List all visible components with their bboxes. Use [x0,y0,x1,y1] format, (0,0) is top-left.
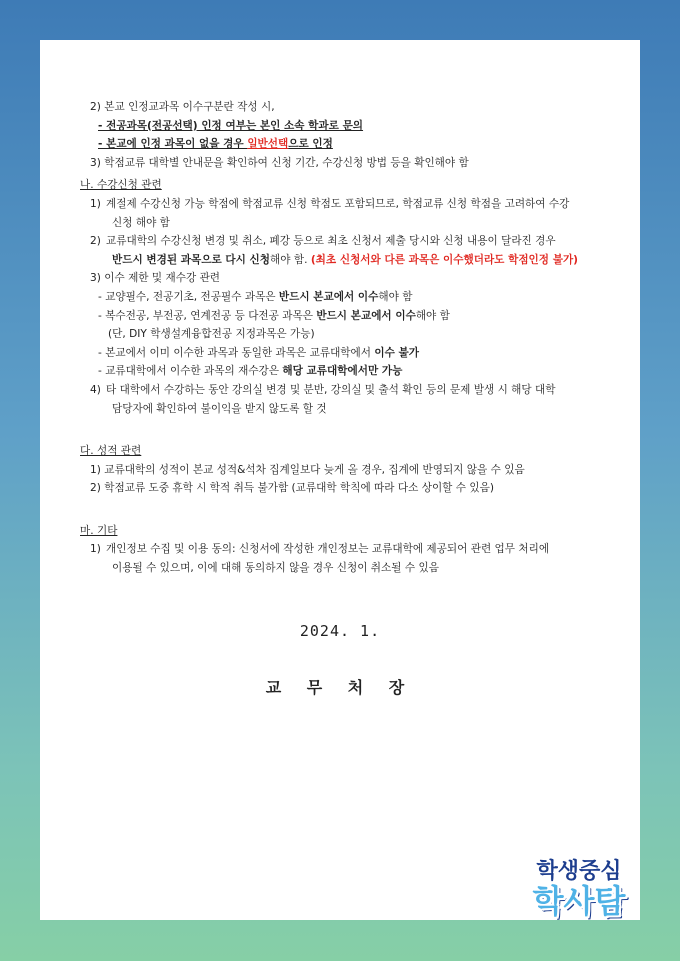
b3-d: - 교류대학에서 이수한 과목의 재수강은 해당 교류대학에서만 가능 [98,365,403,378]
b4-text: 타 대학에서 수강하는 동안 강의실 변경 및 분반, 강의실 및 출석 확인 등의 문제 발생 시 해당 대학 [106,383,556,396]
b2-text: 교류대학의 수강신청 변경 및 취소, 폐강 등으로 최초 신청서 제출 당시와 신청 내용이 달라진 경우 [106,235,556,248]
b-item-4 [90,381,605,418]
b-item-1 [90,195,605,232]
c-item-1: 1) 교류대학의 성적이 본교 성적&석차 집계일보다 늦게 올 경우, 집계에 반영되지 않을 수 있음 [90,463,525,476]
item-2-b-red: 일반선택 [247,138,289,151]
document-date: 2024. 1. [299,622,381,640]
item-2-a: - 전공과목(전공선택) 인정 여부는 본인 소속 학과로 문의 [98,119,364,132]
logo-line-1: 학생중심 [536,859,622,884]
b4-num: 4) [90,383,101,396]
b2-bold: 반드시 변경된 과목으로 다시 신청 [112,253,271,266]
b4-cont: 담당자에 확인하여 불이익을 받지 않도록 할 것 [112,402,327,415]
d1-text: 개인정보 수집 및 이용 동의: 신청서에 작성한 개인정보는 교류대학에 제공되어 관련 업무 처리에 [106,543,550,556]
brand-logo [524,859,634,920]
b2-red: (최초 신청서와 다른 과목은 이수했더라도 학점인정 불가) [310,253,579,266]
d-item-1 [90,540,605,577]
document-signer: 교 무 처 장 [265,678,415,697]
section-heading-b: 나. 수강신청 관련 [80,179,162,192]
b1-num: 1) [90,197,101,210]
item-2-b-pre: - 본교에 인정 과목이 없을 경우 [98,138,248,151]
b3-b: - 복수전공, 부전공, 연계전공 등 다전공 과목은 반드시 본교에서 이수해야 함 [98,309,450,322]
b-item-3: 3) 이수 제한 및 재수강 관련 [90,272,221,285]
b2-num: 2) [90,235,101,248]
document-body [80,98,605,578]
b-item-2 [90,232,605,269]
b3-b-note: (단, DIY 학생설계융합전공 지정과목은 가능) [108,328,315,341]
d1-num: 1) [90,543,101,556]
section-heading-d: 마. 기타 [80,524,118,537]
item-2-b-post: 으로 인정 [288,138,333,151]
b1-cont: 신청 해야 함 [112,216,170,229]
section-heading-c: 다. 성적 관련 [80,445,142,458]
c-item-2: 2) 학점교류 도중 휴학 시 학적 취득 불가함 (교류대학 학칙에 따라 다소 상이할 수 있음) [90,482,494,495]
item-2-b [90,135,605,154]
item-3: 3) 학점교류 대학별 안내문을 확인하여 신청 기간, 수강신청 방법 등을 확인해야 함 [90,156,469,169]
d1-cont: 이용될 수 있으며, 이에 대해 동의하지 않을 경우 신청이 취소될 수 있음 [112,562,439,575]
b2-mid: 해야 함. [270,253,311,266]
document-page [40,40,640,920]
b3-a: - 교양필수, 전공기초, 전공필수 과목은 반드시 본교에서 이수해야 함 [98,290,413,303]
item-2: 2) 본교 인정교과목 이수구분란 작성 시, [90,101,275,113]
logo-line-2: 학사탐 [532,882,626,920]
b3-c: - 본교에서 이미 이수한 과목과 동일한 과목은 교류대학에서 이수 불가 [98,346,419,359]
b1-text: 계절제 수강신청 가능 학점에 학점교류 신청 학점도 포함되므로, 학점교류 신청 학점을 고려하여 수강 [106,197,570,210]
